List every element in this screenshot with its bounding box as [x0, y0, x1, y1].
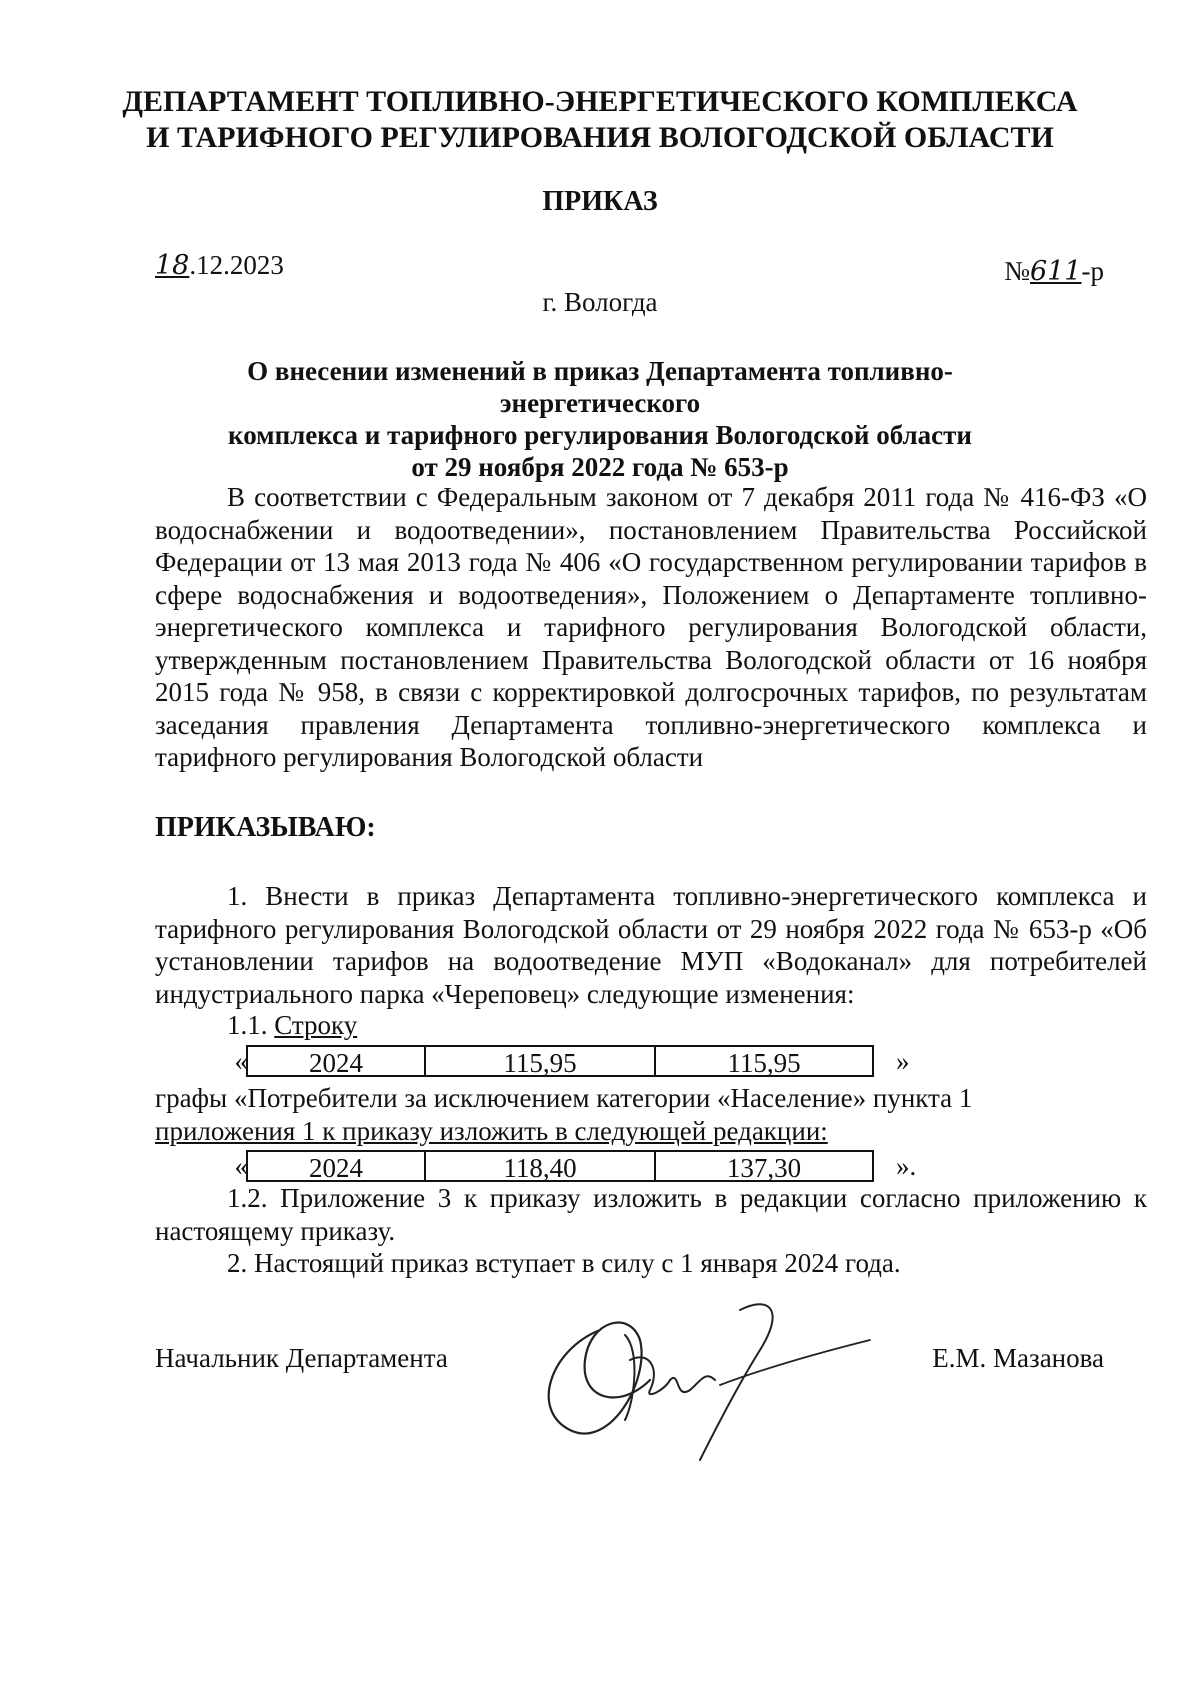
preamble-paragraph: В соответствии с Федеральным законом от 7 декабря 2011 года № 416-ФЗ «О водоснабжении и водоотведении», постановлением Правительства Российской Федерации от 13 мая 2013 года № 406 «О государственном регулировании тарифов в сфере водоснабжения и водоотведения», Положением о Департаменте топливно-энергетического комплекса и тарифного регулирования Вологодской области, утвержденным постановлением Правительства Вологодской области от 16 ноября 2015 года № 958, в связи с корректировкой долгосрочных тарифов, по результатам заседания правления Департамента топливно-энергетического комплекса и тарифного регулирования Вологодской области	[155, 482, 1147, 772]
date-month-year: .12.2023	[189, 250, 284, 280]
subject-line-3: от 29 ноября 2022 года № 653-р	[411, 452, 789, 482]
item-1-2-paragraph: 1.2. Приложение 3 к приказу изложить в редакции согласно приложению к настоящему приказу.	[155, 1183, 1147, 1246]
handwritten-signature	[530, 1290, 890, 1470]
close-quote-new: ».	[896, 1150, 917, 1181]
order-date	[155, 250, 284, 281]
organization-header	[0, 84, 1200, 156]
number-suffix: -р	[1081, 256, 1104, 286]
number-handwritten: 611	[1029, 256, 1082, 287]
subject-line-1: О внесении изменений в приказ Департамента топливно-энергетического	[247, 356, 953, 418]
close-quote: »	[896, 1045, 910, 1076]
org-line-2: И ТАРИФНОГО РЕГУЛИРОВАНИЯ ВОЛОГОДСКОЙ ОБЛАСТИ	[146, 121, 1054, 154]
new-row-value-1: 118,40	[424, 1150, 656, 1182]
date-day-handwritten: 18	[155, 250, 190, 281]
old-row-value-1: 115,95	[424, 1045, 656, 1077]
graph-line-2: приложения 1 к приказу изложить в следующей редакции:	[155, 1115, 828, 1146]
open-quote-new: «	[234, 1150, 248, 1181]
item-1-1-word: Строку	[274, 1010, 358, 1040]
signatory-position: Начальник Департамента	[155, 1343, 448, 1373]
old-tariff-row	[218, 1045, 910, 1077]
item-1-1-number: 1.1.	[227, 1010, 268, 1040]
open-quote: «	[234, 1045, 248, 1076]
item-1-1-heading	[227, 1010, 357, 1041]
signatory-name: Е.М. Мазанова	[932, 1343, 1104, 1373]
city: г. Вологда	[542, 287, 658, 317]
old-row-value-2: 115,95	[654, 1045, 874, 1077]
number-prefix: №	[1004, 256, 1030, 286]
command-word: ПРИКАЗЫВАЮ:	[155, 812, 376, 843]
new-row-value-2: 137,30	[654, 1150, 874, 1182]
document-type: ПРИКАЗ	[542, 186, 658, 217]
order-number	[1004, 256, 1104, 287]
graph-line-1: графы «Потребители за исключением категории «Население» пункта 1	[155, 1083, 973, 1113]
new-tariff-row	[218, 1150, 916, 1182]
subject-line-2: комплекса и тарифного регулирования Вологодской области	[228, 420, 972, 450]
graph-reference-text	[155, 1082, 1147, 1147]
org-line-1: ДЕПАРТАМЕНТ ТОПЛИВНО-ЭНЕРГЕТИЧЕСКОГО КОМПЛЕКСА	[122, 85, 1078, 118]
item-2-paragraph: 2. Настоящий приказ вступает в силу с 1 января 2024 года.	[227, 1248, 901, 1278]
item-1-paragraph: 1. Внести в приказ Департамента топливно-энергетического комплекса и тарифного регулирования Вологодской области от 29 ноября 2022 года № 653-р «Об установлении тарифов на водоотведение МУП «Водоканал» для потребителей индустриального парка «Череповец» следующие изменения:	[155, 881, 1147, 1009]
old-row-year: 2024	[246, 1045, 426, 1077]
new-row-year: 2024	[246, 1150, 426, 1182]
order-subject	[150, 355, 1050, 483]
